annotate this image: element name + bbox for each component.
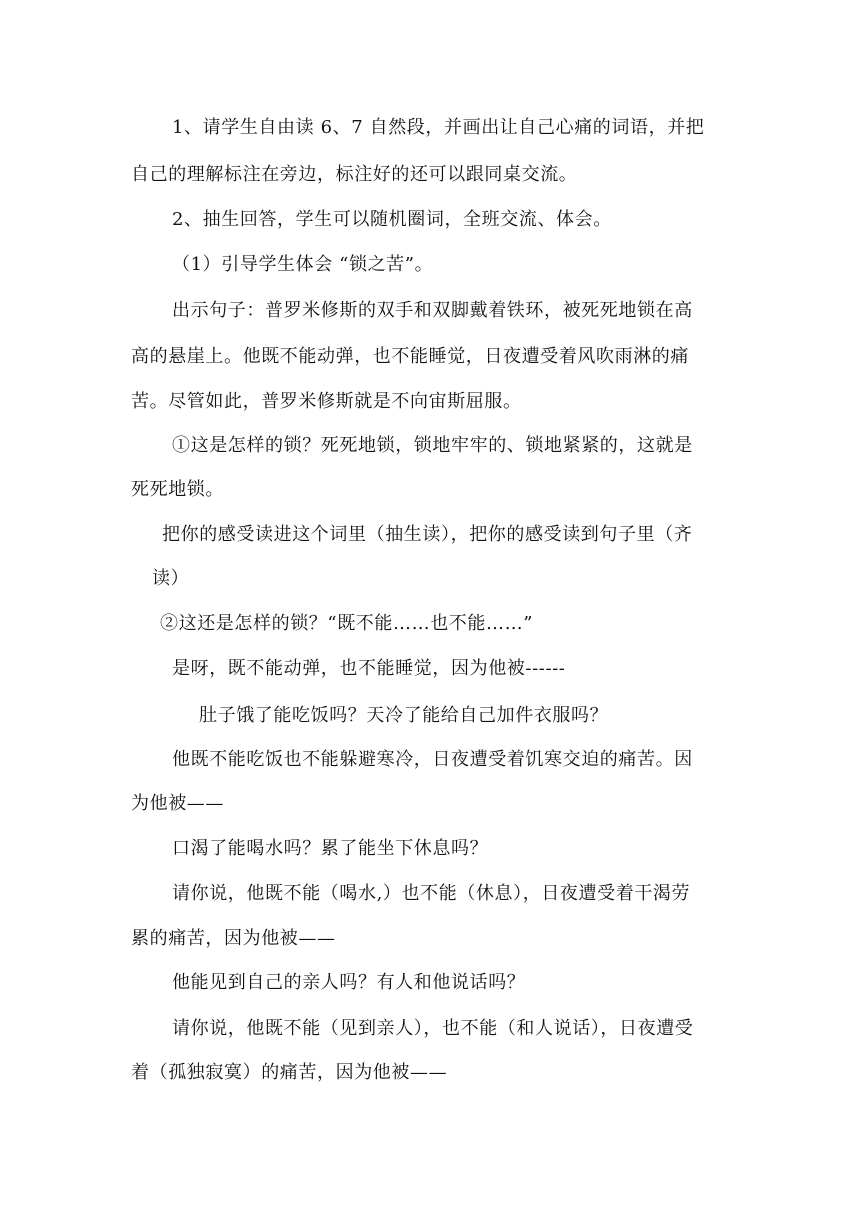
text-line: 读） [152,568,190,589]
text-line: （1）引导学生体会 “锁之苦”。 [172,254,434,275]
text-line: 着（孤独寂寞）的痛苦，因为他被—— [131,1062,448,1083]
text-line: 请你说，他既不能（喝水,）也不能（休息），日夜遭受着干渴劳 [172,883,691,904]
text-line: 2、抽生回答，学生可以随机圈词，全班交流、体会。 [172,209,612,230]
text-line: 累的痛苦，因为他被—— [131,928,336,949]
text-line: 他能见到自己的亲人吗？有人和他说话吗？ [172,972,526,993]
text-line: 是呀，既不能动弹，也不能睡觉，因为他被------ [172,658,566,679]
text-line: 肚子饿了能吃饭吗？天冷了能给自己加件衣服吗？ [199,705,609,726]
text-line: 高的悬崖上。他既不能动弹，也不能睡觉，日夜遭受着风吹雨淋的痛 [131,346,689,367]
text-line: 出示句子：普罗米修斯的双手和双脚戴着铁环，被死死地锁在高 [172,300,693,321]
text-line: 为他被—— [131,793,224,814]
text-line: ①这是怎样的锁？死死地锁，锁地牢牢的、锁地紧紧的，这就是 [172,435,693,456]
text-line: 死死地锁。 [131,479,224,500]
text-line: 他既不能吃饭也不能躲避寒冷，日夜遭受着饥寒交迫的痛苦。因 [172,749,693,770]
text-line: 请你说，他既不能（见到亲人），也不能（和人说话），日夜遭受 [172,1018,694,1039]
text-line: 苦。尽管如此，普罗米修斯就是不向宙斯屈服。 [131,391,522,412]
text-line: 口渴了能喝水吗？累了能坐下休息吗？ [172,838,489,859]
text-line: 1、请学生自由读 6、7 自然段，并画出让自己心痛的词语，并把 [172,117,705,138]
text-line: 自己的理解标注在旁边，标注好的还可以跟同桌交流。 [131,164,578,185]
text-line: 把你的感受读进这个词里（抽生读），把你的感受读到句子里（齐 [162,524,693,545]
text-line: ②这还是怎样的锁？“既不能……也不能……” [160,613,534,634]
